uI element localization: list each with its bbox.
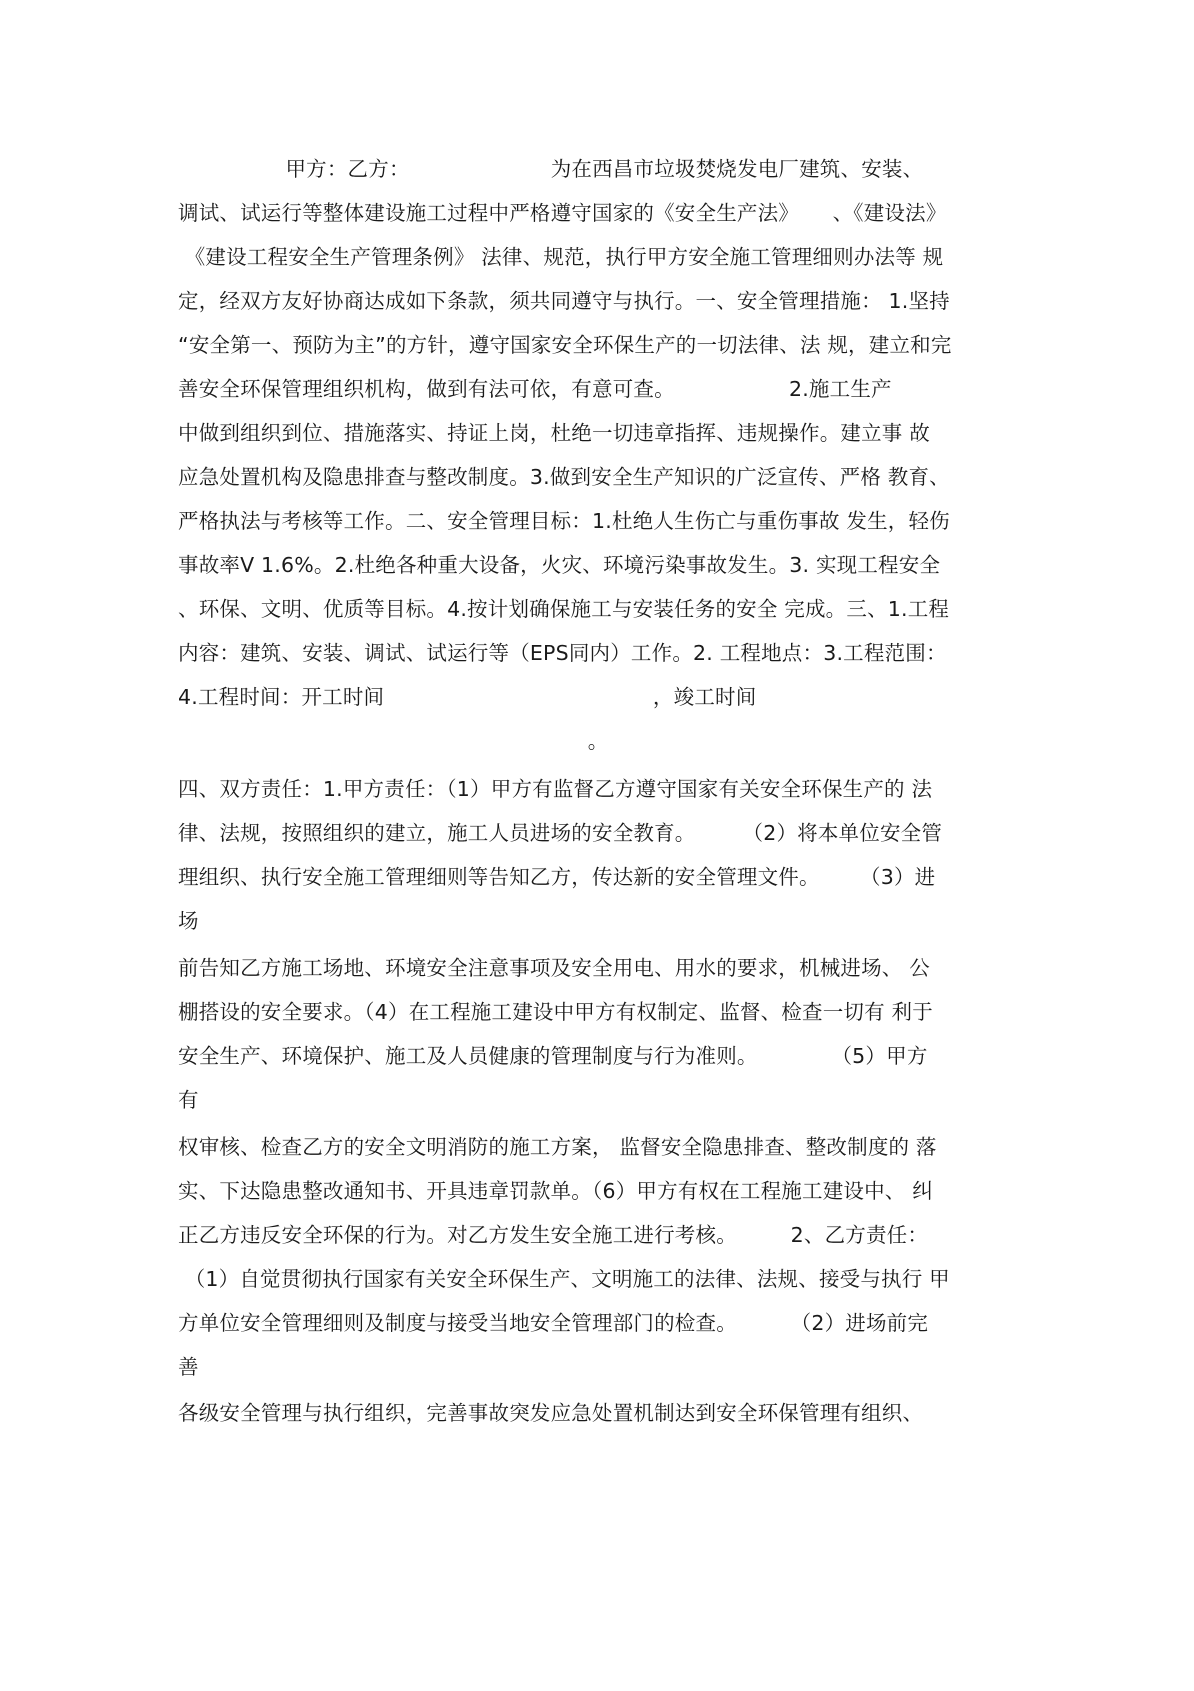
text-line: 。 <box>178 729 609 753</box>
text-line: 严格执法与考核等工作。二、安全管理目标：1.杜绝人生伤亡与重伤事故 发生，轻伤 <box>178 509 950 533</box>
text-line: 定，经双方友好协商达成如下条款，须共同遵守与执行。一、安全管理措施： 1.坚持 <box>178 289 950 313</box>
text-line: 调试、试运行等整体建设施工过程中严格遵守国家的《安全生产法》 、《建设法》 <box>178 201 947 225</box>
text-line: 场 <box>178 909 199 933</box>
text-line: 理组织、执行安全施工管理细则等告知乙方，传达新的安全管理文件。 （3）进 <box>178 865 936 889</box>
text-line: 前告知乙方施工场地、环境安全注意事项及安全用电、用水的要求，机械进场、 公 <box>178 956 930 980</box>
text-line: 方单位安全管理细则及制度与接受当地安全管理部门的检查。 （2）进场前完 <box>178 1311 929 1335</box>
text-line: 4.工程时间：开工时间 ，竣工时间 <box>178 685 757 709</box>
text-line: 各级安全管理与执行组织，完善事故突发应急处置机制达到安全环保管理有组织、 <box>178 1401 924 1425</box>
text-line: 实、下达隐患整改通知书、开具违章罚款单。（6）甲方有权在工程施工建设中、 纠 <box>178 1179 933 1203</box>
text-line: 甲方：乙方： 为在西昌市垃圾焚烧发电厂建筑、安装、 <box>178 157 924 181</box>
text-line: 律、法规，按照组织的建立，施工人员进场的安全教育。 （2）将本单位安全管 <box>178 821 943 845</box>
text-line: 有 <box>178 1088 199 1112</box>
text-line: 善 <box>178 1355 199 1379</box>
text-line: 事故率V 1.6%。2.杜绝各种重大设备，火灾、环境污染事故发生。3. 实现工程安全 <box>178 553 941 577</box>
text-line: 中做到组织到位、措施落实、持证上岗，杜绝一切违章指挥、违规操作。建立事 故 <box>178 421 930 445</box>
text-line: “安全第一、预防为主”的方针，遵守国家安全环保生产的一切法律、法 规，建立和完 <box>178 333 952 357</box>
text-line: 正乙方违反安全环保的行为。对乙方发生安全施工进行考核。 2、乙方责任： <box>178 1223 929 1247</box>
text-line: 棚搭设的安全要求。（4）在工程施工建设中甲方有权制定、监督、检查一切有 利于 <box>178 1000 933 1024</box>
text-line: 《建设工程安全生产管理条例》 法律、规范，执行甲方安全施工管理细则办法等 规 <box>178 245 944 269</box>
text-line: 善安全环保管理组织机构，做到有法可依，有意可查。 2.施工生产 <box>178 377 892 401</box>
text-line: 应急处置机构及隐患排查与整改制度。3.做到安全生产知识的广泛宣传、严格 教育、 <box>178 465 950 489</box>
text-line: （1）自觉贯彻执行国家有关安全环保生产、文明施工的法律、法规、接受与执行 甲 <box>178 1267 950 1291</box>
text-line: 、环保、文明、优质等目标。4.按计划确保施工与安装任务的安全 完成。三、1.工程 <box>178 597 950 621</box>
text-line: 内容：建筑、安装、调试、试运行等（EPS同内）工作。2. 工程地点：3.工程范围： <box>178 641 947 665</box>
text-line: 权审核、检查乙方的安全文明消防的施工方案， 监督安全隐患排查、整改制度的 落 <box>178 1135 937 1159</box>
text-line: 四、双方责任：1.甲方责任：（1）甲方有监督乙方遵守国家有关安全环保生产的 法 <box>178 777 933 801</box>
text-line: 安全生产、环境保护、施工及人员健康的管理制度与行为准则。 （5）甲方 <box>178 1044 928 1068</box>
